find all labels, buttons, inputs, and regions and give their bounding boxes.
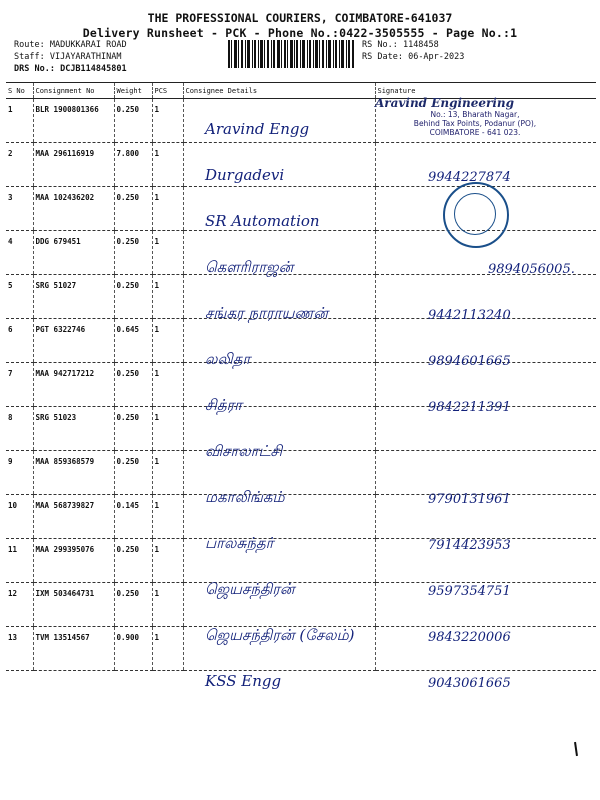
cell-pcs: 1	[152, 407, 183, 451]
cell-pcs: 1	[152, 583, 183, 627]
route-value: MADUKKARAI ROAD	[49, 40, 127, 50]
drs-label: DRS No.:	[14, 64, 55, 74]
drs-line	[14, 64, 127, 74]
cell-sno: 6	[6, 319, 33, 363]
cell-sno: 7	[6, 363, 33, 407]
cell-weight: 0.250	[114, 231, 152, 275]
handwritten-signature: 9842211391	[428, 400, 511, 415]
staff-line	[14, 52, 122, 62]
stamp-line-1: No.: 13, Bharath Nagar,	[430, 110, 520, 119]
cell-pcs: 1	[152, 627, 183, 671]
handwritten-consignee: கௌரிராஜன்	[205, 258, 294, 276]
handwritten-signature: 9043061665	[428, 676, 511, 691]
rs-date-line	[362, 52, 464, 62]
cell-sno: 9	[6, 451, 33, 495]
handwritten-consignee: Aravind Engg	[205, 120, 310, 138]
stamp-firm-name: Aravind Engineering	[375, 96, 515, 110]
handwritten-consignee: Durgadevi	[205, 166, 285, 184]
stamp-line-2: Behind Tax Points, Podanur (PO),	[413, 119, 537, 128]
handwritten-signature: 9442113240	[428, 308, 511, 323]
cell-consignment-no: IXM 503464731	[33, 583, 114, 627]
col-consignee-details: Consignee Details	[183, 83, 375, 99]
cell-pcs: 1	[152, 275, 183, 319]
round-seal	[443, 182, 509, 248]
handwritten-consignee: KSS Engg	[205, 672, 282, 690]
cell-pcs: 1	[152, 143, 183, 187]
cell-weight: 0.250	[114, 407, 152, 451]
cell-consignment-no: SRG 51023	[33, 407, 114, 451]
stamp-address	[375, 96, 575, 137]
handwritten-signature: 9790131961	[428, 492, 511, 507]
cell-consignment-no: TVM 13514567	[33, 627, 114, 671]
staff-value: VIJAYARATHINAM	[49, 52, 122, 62]
cell-pcs: 1	[152, 319, 183, 363]
cell-weight: 7.800	[114, 143, 152, 187]
rs-no-label: RS No.:	[362, 40, 398, 50]
col-pcs: PCS	[152, 83, 183, 99]
col-weight: Weight	[114, 83, 152, 99]
cell-consignment-no: DDG 679451	[33, 231, 114, 275]
handwritten-consignee: பாலசுந்தர்	[205, 534, 274, 552]
rs-no-value: 1148458	[402, 40, 439, 50]
cell-consignment-no: MAA 568739827	[33, 495, 114, 539]
document-subtitle: Delivery Runsheet - PCK - Phone No.:0422-3505555 - Page No.:1	[82, 26, 518, 40]
handwritten-signature: 7914423953	[428, 538, 511, 553]
stamp-line-3: COIMBATORE - 641 023.	[429, 128, 521, 137]
handwritten-consignee: மகாலிங்கம்	[205, 488, 285, 506]
cell-consignment-no: MAA 299395076	[33, 539, 114, 583]
cell-consignment-no: SRG 51027	[33, 275, 114, 319]
route-label: Route:	[14, 40, 45, 50]
cell-pcs: 1	[152, 363, 183, 407]
cell-consignment-no: PGT 6322746	[33, 319, 114, 363]
cell-sno: 4	[6, 231, 33, 275]
handwritten-signature: 9597354751	[428, 584, 511, 599]
handwritten-consignee: சங்கர நாராயணன்	[205, 304, 329, 322]
handwritten-consignee: ஜெயசந்திரன் (சேலம்)	[205, 626, 355, 644]
drs-value: DCJB114845801	[60, 64, 127, 74]
cell-sno: 12	[6, 583, 33, 627]
cell-weight: 0.250	[114, 275, 152, 319]
col-sno: S No	[6, 83, 33, 99]
handwritten-signature: 9944227874	[428, 170, 511, 185]
rs-no-line	[362, 40, 439, 50]
cell-consignment-no: MAA 942717212	[33, 363, 114, 407]
cell-sno: 1	[6, 99, 33, 143]
cell-sno: 10	[6, 495, 33, 539]
cell-consignment-no: MAA 102436202	[33, 187, 114, 231]
cell-consignment-no: BLR 1900801366	[33, 99, 114, 143]
cell-pcs: 1	[152, 231, 183, 275]
cell-sno: 13	[6, 627, 33, 671]
cell-sno: 2	[6, 143, 33, 187]
rs-date-value: 06-Apr-2023	[408, 52, 465, 62]
cell-weight: 0.250	[114, 99, 152, 143]
route-line	[14, 40, 127, 50]
handwritten-consignee: SR Automation	[205, 212, 320, 230]
cell-weight: 0.645	[114, 319, 152, 363]
cell-weight: 0.250	[114, 539, 152, 583]
col-signature: Signature	[375, 83, 596, 99]
table-row	[6, 451, 596, 495]
cell-consignment-no: MAA 859368579	[33, 451, 114, 495]
handwritten-consignee: விசாலாட்சி	[205, 442, 283, 460]
cell-consignment-no: MAA 296116919	[33, 143, 114, 187]
cell-pcs: 1	[152, 187, 183, 231]
barcode	[228, 40, 354, 68]
cell-pcs: 1	[152, 99, 183, 143]
col-consignment-no: Consignment No	[33, 83, 114, 99]
cell-sno: 11	[6, 539, 33, 583]
cell-sno: 8	[6, 407, 33, 451]
cell-weight: 0.250	[114, 363, 152, 407]
cell-pcs: 1	[152, 451, 183, 495]
handwritten-signature: 9894056005.	[488, 262, 575, 277]
cell-sno: 5	[6, 275, 33, 319]
cell-pcs: 1	[152, 495, 183, 539]
pen-mark	[574, 742, 578, 756]
cell-weight: 0.145	[114, 495, 152, 539]
cell-sno: 3	[6, 187, 33, 231]
cell-weight: 0.250	[114, 451, 152, 495]
cell-weight: 0.250	[114, 187, 152, 231]
cell-signature	[375, 451, 596, 495]
handwritten-signature: 9843220006	[428, 630, 511, 645]
staff-label: Staff:	[14, 52, 45, 62]
cell-weight: 0.250	[114, 583, 152, 627]
cell-weight: 0.900	[114, 627, 152, 671]
cell-pcs: 1	[152, 539, 183, 583]
handwritten-consignee: ஜெயசந்திரன்	[205, 580, 295, 598]
document-title: THE PROFESSIONAL COURIERS, COIMBATORE-641037	[147, 11, 453, 25]
handwritten-consignee: சித்ரா	[205, 396, 243, 414]
handwritten-consignee: லலிதா	[205, 350, 251, 368]
handwritten-signature: 9894601665	[428, 354, 511, 369]
rs-date-label: RS Date:	[362, 52, 403, 62]
